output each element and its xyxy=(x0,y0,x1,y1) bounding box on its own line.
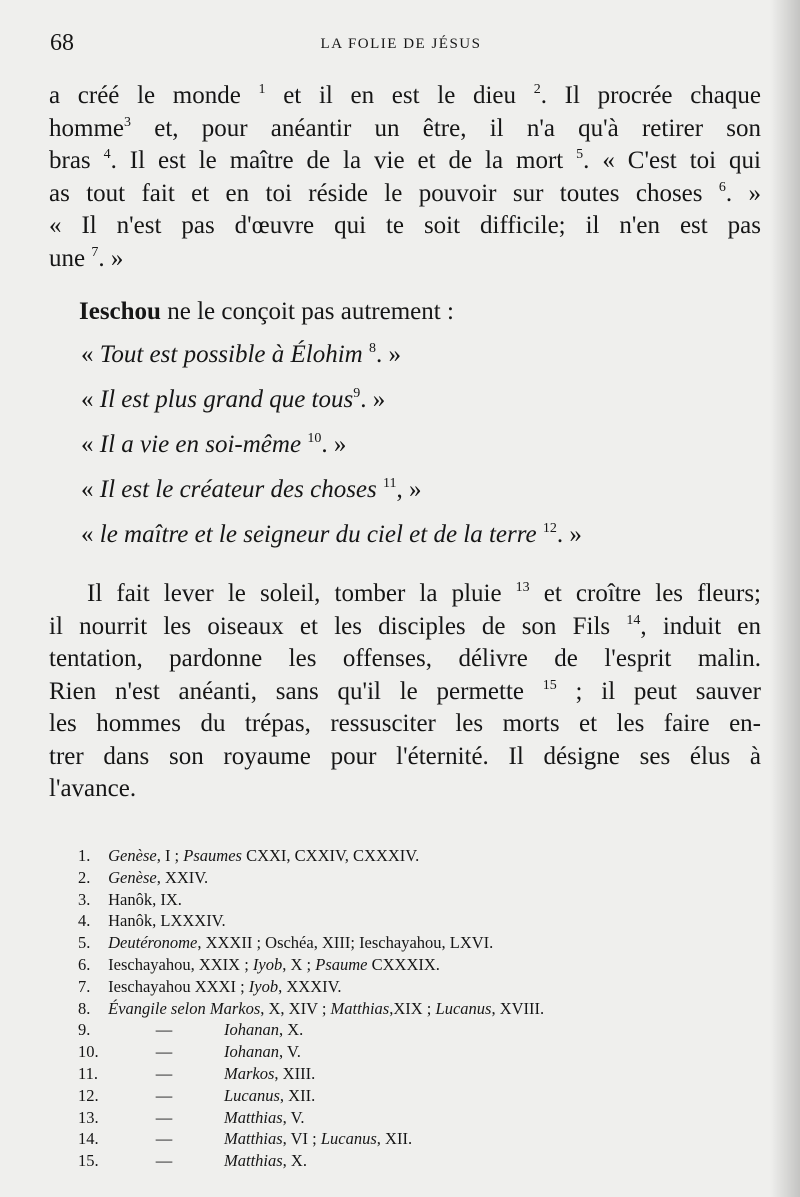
footnote-title: Matthias xyxy=(224,1129,283,1149)
quote-line: « Il est plus grand que tous$^9$. » xyxy=(81,386,386,413)
name-ieschou: Ieschou xyxy=(79,298,161,325)
footnote-15 xyxy=(78,1150,758,1172)
quote-line: « le maître et le seigneur du ciel et de la terre $^{12}$. » xyxy=(81,521,582,548)
footnote-text: , X, XIV ; xyxy=(260,998,331,1018)
footnote-11 xyxy=(78,1063,758,1085)
footnote-12 xyxy=(78,1085,758,1107)
footnote-number: 14. xyxy=(78,1129,99,1149)
footnote-text: Hanôk, IX. xyxy=(108,889,182,909)
text-line: l'avance. xyxy=(49,775,137,802)
footnote-title: Lucanus xyxy=(320,1129,377,1149)
ditto-dash: — xyxy=(155,1085,173,1105)
footnote-text: , V. xyxy=(282,1107,305,1127)
ditto-dash: — xyxy=(155,1151,173,1171)
footnote-title: Lucanus xyxy=(435,998,492,1018)
footnote-title: Iohanan xyxy=(224,1042,279,1062)
text-line: « Il n'est pas d'œuvre qui te soit difficile; il n'en est pas xyxy=(49,212,761,239)
ditto-dash: — xyxy=(155,1020,173,1040)
footnote-number: 6. xyxy=(78,954,91,974)
footnote-title: Matthias xyxy=(224,1107,283,1127)
page-header xyxy=(50,30,752,64)
footnote-title: Évangile selon Markos xyxy=(108,998,261,1018)
text-line: as tout fait et en toi réside le pouvoir sur toutes choses $^6$. » xyxy=(49,179,761,207)
footnote-13 xyxy=(78,1107,758,1129)
ditto-dash: — xyxy=(155,1063,173,1083)
text-line: homme$^3$ et, pour anéantir un être, il n'a qu'à retirer son xyxy=(49,114,761,142)
footnote-text: , V. xyxy=(279,1042,301,1062)
footnote-text: , I ; xyxy=(156,846,184,865)
footnote-text: , XII. xyxy=(279,1085,316,1105)
page-number: 68 xyxy=(50,30,74,56)
note-ref: 6 xyxy=(718,179,726,195)
footnote-10 xyxy=(78,1041,758,1063)
paragraph-3 xyxy=(49,578,761,806)
footnote-number: 7. xyxy=(78,976,91,996)
text-line: il nourrit les oiseaux et les disciples de son Fils $^{14}$, induit en xyxy=(49,612,761,640)
footnote-title: Iyob xyxy=(248,976,279,996)
footnote-number: 9. xyxy=(78,1020,91,1040)
text-line: trer dans son royaume pour l'éternité. Il désigne ses élus à xyxy=(49,742,761,770)
footnote-number: 15. xyxy=(78,1151,99,1171)
footnote-text: ,XIX ; xyxy=(389,998,436,1018)
text-line: Ieschou ne le conçoit pas autrement : xyxy=(79,298,454,325)
footnote-text: , X. xyxy=(282,1151,307,1171)
footnote-2 xyxy=(78,867,758,889)
note-ref: 7 xyxy=(91,244,99,260)
note-ref: 1 xyxy=(258,82,266,97)
footnote-title: Iohanan xyxy=(224,1020,279,1040)
footnote-3 xyxy=(78,889,758,911)
footnotes xyxy=(78,845,758,1172)
note-ref: 4 xyxy=(103,147,111,162)
ditto-dash: — xyxy=(155,1107,173,1127)
footnote-text: CXXXIX. xyxy=(367,954,440,974)
footnote-title: Genèse xyxy=(108,867,157,887)
running-title: LA FOLIE DE JÉSUS xyxy=(320,36,482,52)
footnote-text: CXXI, CXXIV, CXXXIV. xyxy=(241,846,420,865)
footnote-title: Markos xyxy=(224,1063,275,1083)
footnote-number: 5. xyxy=(78,933,91,953)
footnote-4 xyxy=(78,910,758,932)
footnote-number: 2. xyxy=(78,867,91,887)
paragraph-1 xyxy=(49,80,761,275)
footnote-text: Hanôk, LXXXIV. xyxy=(108,911,226,931)
footnote-text: Ieschayahou XXXI ; xyxy=(108,976,249,996)
footnote-number: 13. xyxy=(78,1107,99,1127)
footnote-title: Matthias xyxy=(330,998,390,1018)
ditto-dash: — xyxy=(155,1042,173,1062)
footnote-1 xyxy=(78,845,758,867)
ditto-dash: — xyxy=(155,1129,173,1149)
text-line: Il fait lever le soleil, tomber la pluie $^{13}$ et croître les fleurs; xyxy=(87,580,761,607)
footnote-text: Ieschayahou, XXIX ; xyxy=(108,954,253,974)
footnote-8 xyxy=(78,998,758,1020)
footnote-9 xyxy=(78,1019,758,1041)
quote-line: « Il a vie en soi-même $^{10}$. » xyxy=(81,431,347,458)
footnote-title: Lucanus xyxy=(224,1085,280,1105)
footnote-6 xyxy=(78,954,758,976)
footnote-title: Deutéronome xyxy=(108,933,198,953)
footnote-number: 12. xyxy=(78,1085,99,1105)
footnote-number: 3. xyxy=(78,889,91,909)
footnote-text: , XVIII. xyxy=(491,998,545,1018)
note-ref: 5 xyxy=(576,147,584,162)
footnote-7 xyxy=(78,976,758,998)
footnote-number: 10. xyxy=(78,1042,99,1062)
quote-line: « Tout est possible à Élohim $^8$. » xyxy=(81,341,401,368)
footnote-title: Psaume xyxy=(315,954,368,974)
text-line: bras $^4$. Il est le maître de la vie et de la mort $^5$. « C'est toi qui xyxy=(49,147,761,174)
footnote-text: , XXXIV. xyxy=(278,976,342,996)
quote-list xyxy=(49,332,761,557)
footnote-number: 4. xyxy=(78,911,91,931)
footnote-text: , VI ; xyxy=(282,1129,321,1149)
footnote-title: Matthias xyxy=(224,1151,283,1171)
text-line: tentation, pardonne les offenses, délivre de l'esprit malin. xyxy=(49,645,761,672)
paragraph-2 xyxy=(49,296,761,329)
footnote-number: 1. xyxy=(78,846,91,865)
footnote-text: , XXXII ; Oschéa, XIII; Ieschayahou, LXVI. xyxy=(197,933,494,953)
footnote-text: , X. xyxy=(279,1020,304,1040)
footnote-number: 8. xyxy=(78,998,91,1018)
footnote-title: Psaumes xyxy=(183,846,242,865)
footnote-text: , X ; xyxy=(282,954,316,974)
page-edge-shadow xyxy=(770,0,800,1197)
footnote-text: , XIII. xyxy=(274,1063,316,1083)
note-ref: 3 xyxy=(124,114,131,130)
footnote-text: , XXIV. xyxy=(156,867,209,887)
note-ref: 2 xyxy=(533,82,541,97)
footnote-number: 11. xyxy=(78,1063,99,1083)
quote-line: « Il est le créateur des choses $^{11}$, » xyxy=(81,476,422,503)
text-line: a créé le monde $^1$ et il en est le dieu $^2$. Il procrée chaque xyxy=(49,82,762,109)
text-line: Rien n'est anéanti, sans qu'il le permette $^{15}$ ; il peut sauver xyxy=(49,677,761,705)
footnote-5 xyxy=(78,932,758,954)
text-line: les hommes du trépas, ressusciter les morts et les faire en- xyxy=(49,710,761,737)
footnote-text: , XII. xyxy=(376,1129,413,1149)
footnote-14 xyxy=(78,1128,758,1150)
footnote-title: Genèse xyxy=(108,846,157,865)
footnote-title: Iyob xyxy=(252,954,283,974)
text-line: une $^7$. » xyxy=(49,244,124,272)
